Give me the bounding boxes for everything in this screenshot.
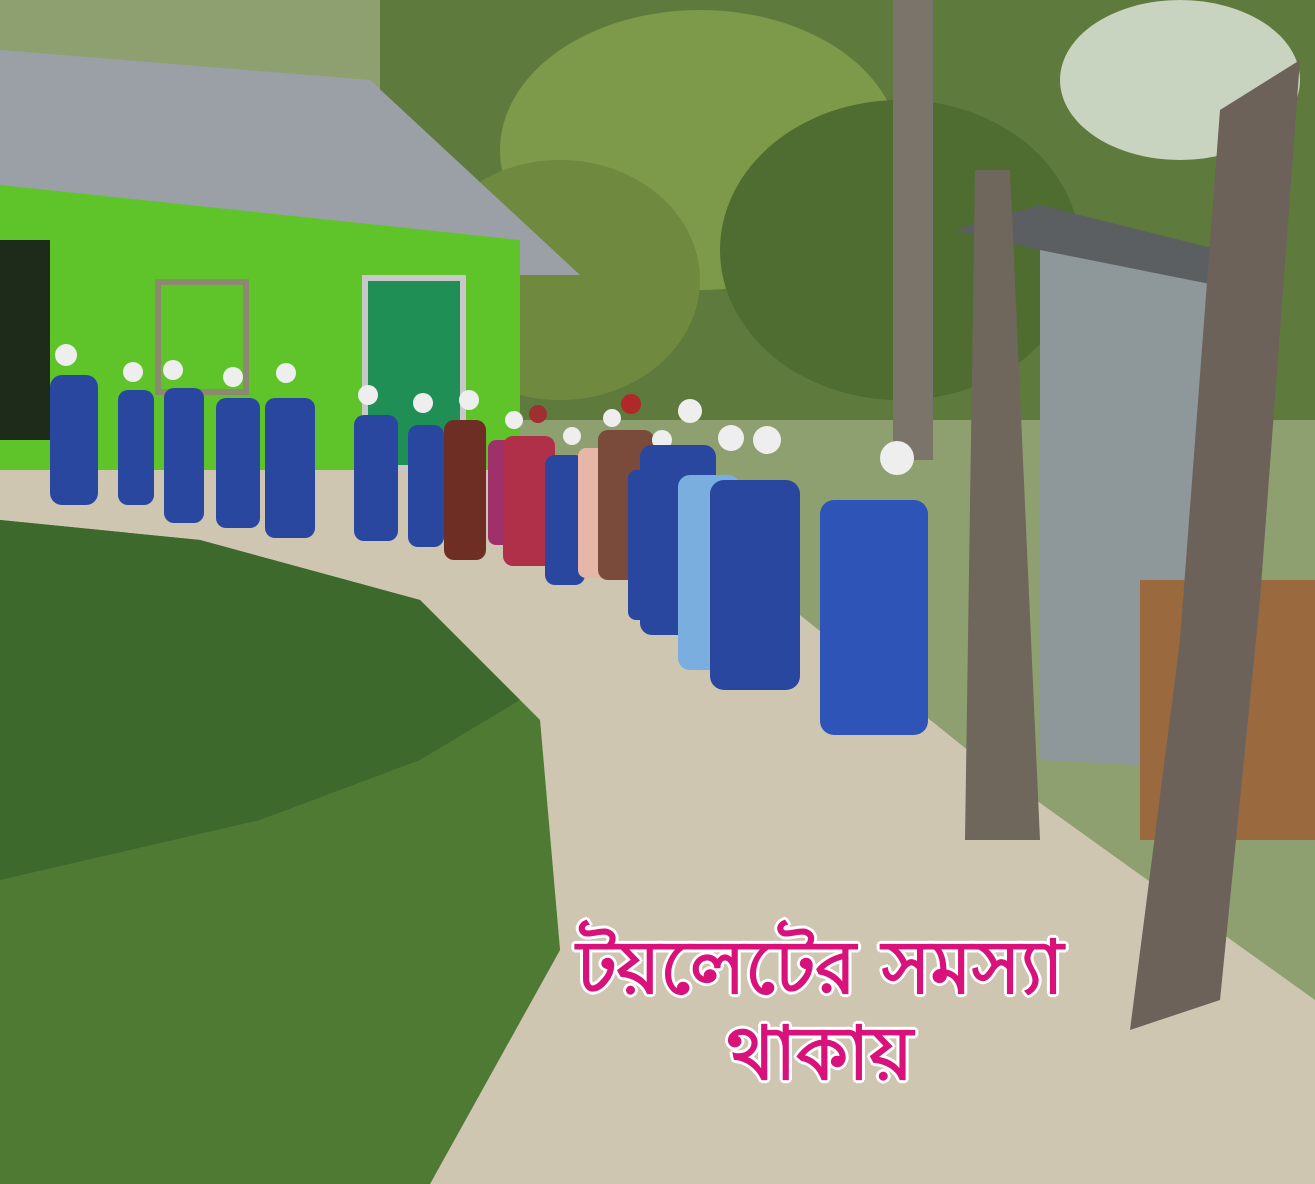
- photo-caption: [520, 925, 1120, 1097]
- doorway-dark: [0, 240, 50, 440]
- caption-line-1: টয়লেটের সমস্যা: [576, 925, 1064, 1011]
- tree-trunk-back: [893, 0, 933, 460]
- student-front: [820, 500, 928, 735]
- caption-line-2: থাকায়: [726, 1011, 914, 1097]
